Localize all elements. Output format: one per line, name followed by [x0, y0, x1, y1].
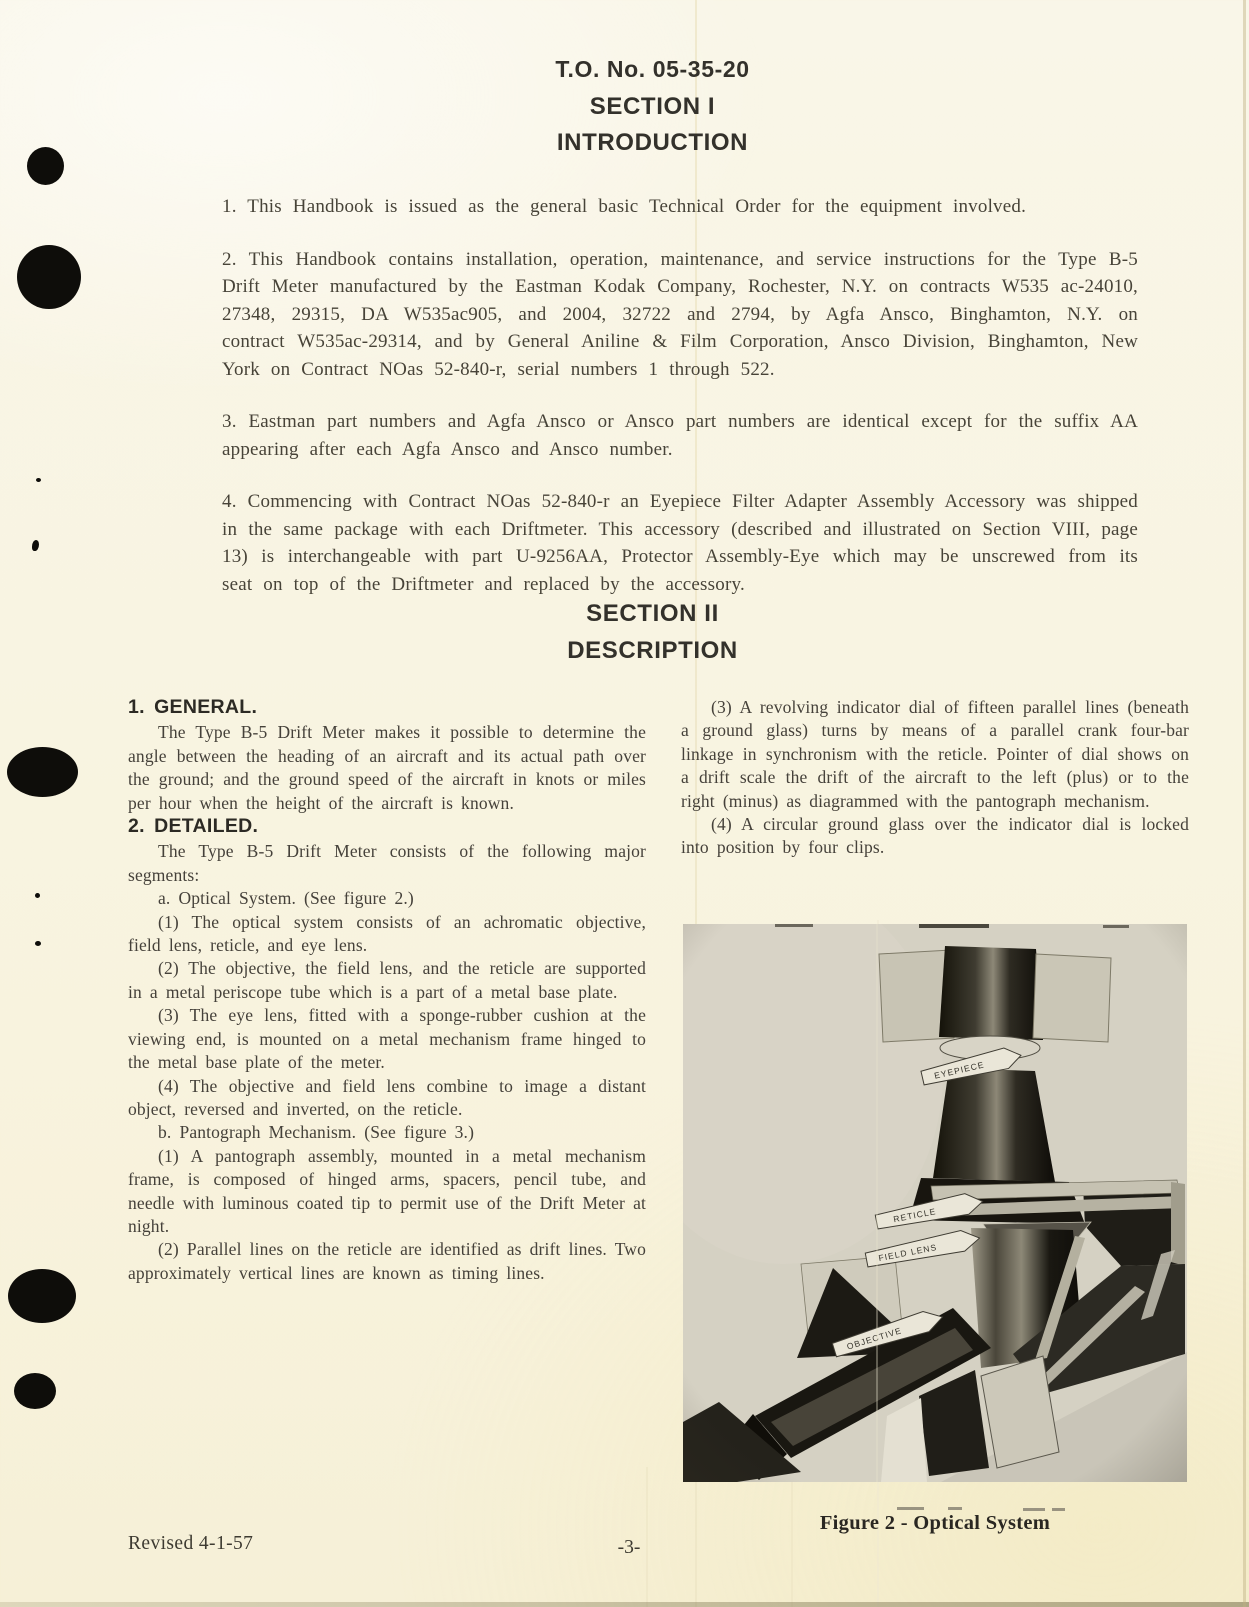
section1-title: SECTION I	[589, 93, 716, 120]
binder-hole-mark	[14, 1373, 56, 1409]
detailed-heading: 2. DETAILED.	[128, 815, 259, 838]
detailed-item-b: b. Pantograph Mechanism. (See figure 3.)	[158, 1122, 475, 1143]
binder-hole-mark	[8, 1269, 76, 1323]
binder-hole-mark	[17, 245, 81, 309]
description-paragraph-3: (3) A revolving indicator dial of fifteen parallel lines (beneath a ground glass) turns by means of a parallel crank four-bar linkage in synchronism with the reticle. Pointer of dial shows on a drift scale the drift of the aircraft to the left (plus) or to the right (minus) as diagrammed with the pantograph mechanism.	[681, 697, 1189, 811]
introduction-section	[222, 193, 1138, 623]
right-column	[681, 696, 1189, 860]
section2-title: SECTION II	[586, 600, 719, 627]
ink-speck	[35, 941, 41, 946]
page-right-edge	[1243, 0, 1246, 1607]
figure-2-caption: Figure 2 - Optical System	[819, 1512, 1051, 1534]
general-heading: 1. GENERAL.	[128, 696, 258, 718]
ink-speck	[36, 478, 41, 482]
intro-paragraph-4: 4. Commencing with Contract NOas 52-840-r an Eyepiece Filter Adapter Assembly Accessory was shipped in the same package with each Driftmeter. This accessory (described and illustrated on Section VIII, page 13) is interchangeable with part U-9256AA, Protector Assembly-Eye which may be unscrewed from its seat on top of the Driftmeter and replaced by the accessory.	[222, 491, 1138, 595]
detailed-item-a4: (4) The objective and field lens combine to image a distant object, reversed and inverted, on the reticle.	[128, 1075, 646, 1119]
description-paragraph-4: (4) A circular ground glass over the indicator dial is locked into position by four clips.	[681, 814, 1189, 858]
section2-subtitle: DESCRIPTION	[567, 637, 738, 664]
intro-paragraph-2: 2. This Handbook contains installation, operation, maintenance, and service instructions for the Type B-5 Drift Meter manufactured by the Eastman Kodak Company, Rochester, N.Y. on contracts W535 ac-24010, 27348, 29315, DA W535ac905, and 2004, 32722 and 2794, by Agfa Ansco, Binghamton, N.Y. on contract W535ac-29314, and by General Aniline & Film Corporation, Ansco Division, Binghamton, New York on Contract NOas 52-840-r, serial numbers 1 through 522.	[222, 248, 1138, 380]
page-bottom-edge	[0, 1602, 1249, 1607]
caption-crop-mark	[897, 1507, 924, 1510]
binder-hole-mark	[7, 747, 78, 797]
section1-subtitle: INTRODUCTION	[556, 129, 749, 156]
detailed-item-a: a. Optical System. (See figure 2.)	[158, 888, 414, 909]
general-text: The Type B-5 Drift Meter makes it possible to determine the angle between the heading of an aircraft and its actual path over the ground; and the ground speed of the aircraft in knots or miles per hour when the height of the aircraft is known.	[128, 722, 646, 813]
caption-crop-mark	[1052, 1508, 1065, 1511]
caption-crop-mark	[1023, 1508, 1045, 1511]
figure-2-photo	[683, 924, 1187, 1482]
technical-order-number: T.O. No. 05-35-20	[555, 56, 750, 82]
detailed-intro: The Type B-5 Drift Meter consists of the following major segments:	[128, 841, 646, 885]
page-number: -3-	[617, 1537, 641, 1558]
intro-paragraph-1: 1. This Handbook is issued as the general basic Technical Order for the equipment involved.	[222, 196, 1027, 217]
detailed-item-a3: (3) The eye lens, fitted with a sponge-rubber cushion at the viewing end, is mounted on a metal mechanism frame hinged to the metal base plate of the meter.	[128, 1005, 646, 1073]
left-column	[128, 696, 646, 1285]
page-fold-crease	[791, 1467, 793, 1607]
intro-paragraph-3: 3. Eastman part numbers and Agfa Ansco or Ansco part numbers are identical except for the suffix AA appearing after each Agfa Ansco and Ansco number.	[222, 411, 1138, 460]
revision-date: Revised 4-1-57	[128, 1533, 254, 1554]
detailed-item-a1: (1) The optical system consists of an achromatic objective, field lens, reticle, and eye lens.	[128, 911, 646, 956]
optical-system-illustration	[683, 924, 1187, 1482]
detailed-item-b2: (2) Parallel lines on the reticle are identified as drift lines. Two approximately vertical lines are known as timing lines.	[128, 1239, 646, 1283]
detailed-item-b1: (1) A pantograph assembly, mounted in a metal mechanism frame, is composed of hinged arms, spacers, pencil tube, and needle with luminous coated tip to permit use of the Drift Meter at night.	[128, 1145, 646, 1236]
caption-crop-mark	[948, 1507, 962, 1510]
ink-speck	[32, 540, 39, 551]
ink-speck	[35, 893, 40, 898]
detailed-item-a2: (2) The objective, the field lens, and the reticle are supported in a metal periscope tube which is a part of a metal base plate.	[128, 958, 646, 1002]
